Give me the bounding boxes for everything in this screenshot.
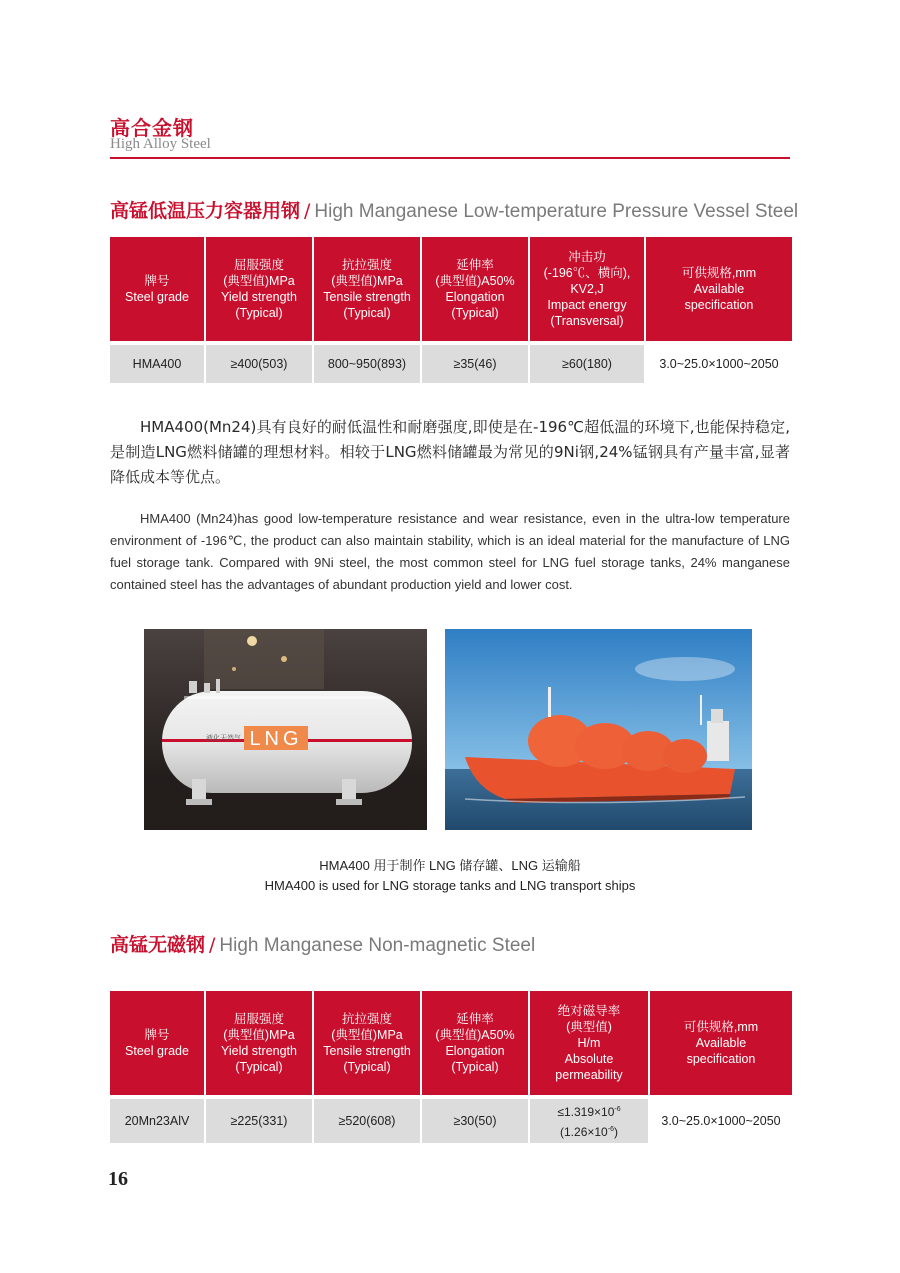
col-elongation: 延伸率 (典型值)A50% Elongation (Typical) (422, 991, 528, 1095)
caption-zh: HMA400 用于制作 LNG 储存罐、LNG 运输船 (319, 858, 581, 873)
cell-elongation: ≥35(46) (422, 345, 528, 383)
heading-slash: / (209, 934, 216, 956)
cell-permeability: $\le 1.319\times 10^{-6}$ $(1.26\times 10^{-6})$ (530, 1099, 648, 1143)
lng-tank-photo (144, 629, 427, 830)
section2-heading (110, 930, 535, 957)
section2-title-en: High Manganese Non-magnetic Steel (219, 935, 536, 956)
cell-grade: 20Mn23AlV (110, 1099, 204, 1143)
col-impact-energy: 冲击功 (-196℃、横向), KV2,J Impact energy (Transversal) (530, 237, 644, 341)
header-title-zh: 高合金钢 (110, 116, 194, 140)
cell-yield: ≥400(503) (206, 345, 312, 383)
tank-lng-label: LNG (249, 728, 303, 750)
header-title-en: High Alloy Steel (110, 136, 211, 152)
col-tensile-strength: 抗拉强度 (典型值)MPa Tensile strength (Typical) (314, 991, 420, 1095)
section2-table (108, 991, 794, 1143)
cell-spec: 3.0~25.0×1000~2050 (650, 1099, 792, 1143)
cell-grade: HMA400 (110, 345, 204, 383)
section1-title-en: High Manganese Low-temperature Pressure Vessel Steel (314, 201, 799, 222)
cell-yield: ≥225(331) (206, 1099, 312, 1143)
table-header-row (110, 991, 792, 1095)
table-row (110, 1099, 792, 1143)
page-number: 16 (108, 1168, 128, 1190)
heading-slash: / (304, 200, 311, 222)
section1-heading (110, 196, 798, 223)
cell-spec: 3.0~25.0×1000~2050 (646, 345, 792, 383)
section1-table (108, 237, 794, 383)
paragraph-zh: HMA400(Mn24)具有良好的耐低温性和耐磨强度,即使是在-196℃超低温的环境下,也能保持稳定,是制造LNG燃料储罐的理想材料。相较于LNG燃料储罐最为常见的9Ni钢,24%锰钢具有产量丰富,显著降低成本等优点。 (110, 418, 790, 486)
col-steel-grade: 牌号 Steel grade (110, 237, 204, 341)
figure-caption (110, 856, 790, 896)
paragraph-en: HMA400 (Mn24)has good low-temperature resistance and wear resistance, even in the ultra-low temperature environment of -196℃, the product can also maintain stability, which is an ideal material for the manufacture of LNG fuel storage tank. Compared with 9Ni steel, the most common steel for LNG fuel storage tanks, 24% manganese contained steel has the advantages of abundant production yield and lower cost. (110, 511, 790, 592)
cell-tensile: 800~950(893) (314, 345, 420, 383)
col-elongation: 延伸率 (典型值)A50% Elongation (Typical) (422, 237, 528, 341)
tank-small-label: 液化天然气 (206, 734, 241, 742)
lng-ship-photo (445, 629, 752, 830)
cell-elongation: ≥30(50) (422, 1099, 528, 1143)
section1-title-zh: 高锰低温压力容器用钢 (110, 200, 301, 222)
col-yield-strength: 屈服强度 (典型值)MPa Yield strength (Typical) (206, 991, 312, 1095)
col-yield-strength: 屈服强度 (典型值)MPa Yield strength (Typical) (206, 237, 312, 341)
cell-tensile: ≥520(608) (314, 1099, 420, 1143)
section2-title-zh: 高锰无磁钢 (110, 934, 206, 956)
col-steel-grade: 牌号 Steel grade (110, 991, 204, 1095)
col-tensile-strength: 抗拉强度 (典型值)MPa Tensile strength (Typical) (314, 237, 420, 341)
col-specification: 可供规格,mm Available specification (650, 991, 792, 1095)
table-header-row (110, 237, 792, 341)
caption-en: HMA400 is used for LNG storage tanks and LNG transport ships (264, 878, 636, 893)
header-rule (110, 157, 790, 159)
col-specification: 可供规格,mm Available specification (646, 237, 792, 341)
cell-impact: ≥60(180) (530, 345, 644, 383)
table-row (110, 345, 792, 383)
col-permeability: 绝对磁导率 (典型值) H/m Absolute permeability (530, 991, 648, 1095)
